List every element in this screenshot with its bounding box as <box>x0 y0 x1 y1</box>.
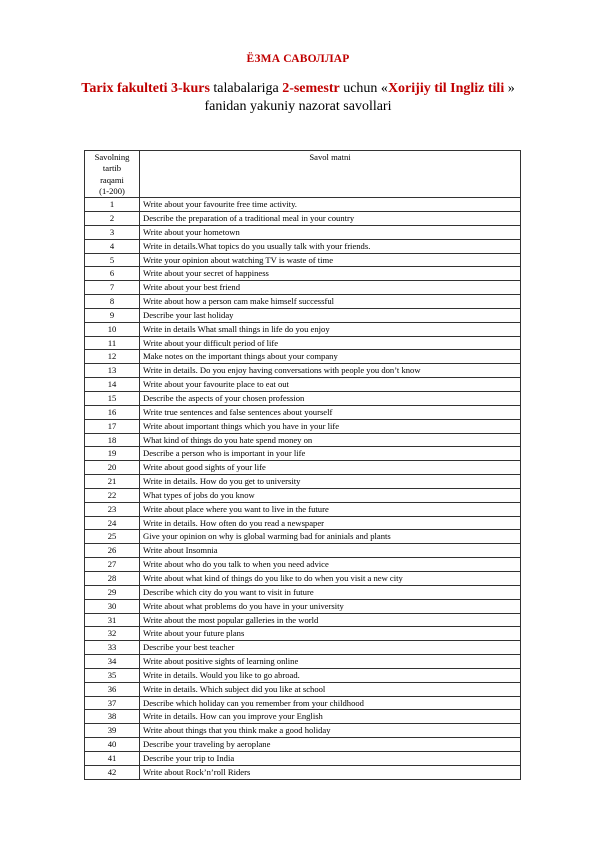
question-number: 32 <box>85 627 140 641</box>
question-number: 28 <box>85 571 140 585</box>
column-header-number-line: tartib <box>102 163 122 174</box>
table-row <box>85 198 521 212</box>
table-row <box>85 571 521 585</box>
question-number: 38 <box>85 710 140 724</box>
question-text: Write about your secret of happiness <box>140 267 521 281</box>
question-text: Describe your last holiday <box>140 308 521 322</box>
question-text: Write about your favourite place to eat out <box>140 378 521 392</box>
subtitle-text-b: uchun « <box>339 81 388 96</box>
question-text: Write your opinion about watching TV is waste of time <box>140 253 521 267</box>
question-number: 25 <box>85 530 140 544</box>
question-number: 7 <box>85 281 140 295</box>
column-header-number-line: (1-200) <box>99 185 125 196</box>
question-number: 22 <box>85 488 140 502</box>
table-row <box>85 627 521 641</box>
table-row <box>85 502 521 516</box>
table-row <box>85 724 521 738</box>
question-number: 29 <box>85 585 140 599</box>
document-subtitle <box>0 80 596 116</box>
question-text: Write in details. Would you like to go abroad. <box>140 668 521 682</box>
table-row <box>85 308 521 322</box>
table-row <box>85 738 521 752</box>
question-text: Describe the preparation of a traditional meal in your country <box>140 212 521 226</box>
question-text: Write about how a person cam make himself successful <box>140 295 521 309</box>
column-header-question: Savol matni <box>140 151 521 198</box>
table-row <box>85 364 521 378</box>
table-row <box>85 668 521 682</box>
question-text: Describe your trip to India <box>140 751 521 765</box>
table-row <box>85 405 521 419</box>
question-text: Write about the most popular galleries in the world <box>140 613 521 627</box>
table-row <box>85 212 521 226</box>
question-number: 2 <box>85 212 140 226</box>
question-number: 1 <box>85 198 140 212</box>
table-row <box>85 585 521 599</box>
question-number: 8 <box>85 295 140 309</box>
table-row <box>85 267 521 281</box>
question-number: 18 <box>85 433 140 447</box>
question-text: Write about who do you talk to when you need advice <box>140 558 521 572</box>
table-row <box>85 655 521 669</box>
question-text: Describe your best teacher <box>140 641 521 655</box>
question-number: 27 <box>85 558 140 572</box>
question-number: 34 <box>85 655 140 669</box>
question-text: Write about Rock’n’roll Riders <box>140 765 521 779</box>
question-text: Write about what kind of things do you like to do when you visit a new city <box>140 571 521 585</box>
question-number: 41 <box>85 751 140 765</box>
table-row <box>85 530 521 544</box>
question-number: 3 <box>85 225 140 239</box>
subject-name: Xorijiy til Ingliz tili <box>387 81 505 96</box>
column-header-number <box>85 151 140 198</box>
question-number: 12 <box>85 350 140 364</box>
subtitle-text-a: talabalariga <box>209 81 283 96</box>
question-number: 23 <box>85 502 140 516</box>
table-row <box>85 295 521 309</box>
table-row <box>85 322 521 336</box>
question-text: Write about your difficult period of life <box>140 336 521 350</box>
question-text: Write about your favourite free time activity. <box>140 198 521 212</box>
semester: 2-semestr <box>282 81 340 96</box>
question-text: Describe the aspects of your chosen profession <box>140 392 521 406</box>
question-text: Write about what problems do you have in your university <box>140 599 521 613</box>
question-text: Write about your best friend <box>140 281 521 295</box>
table-row <box>85 696 521 710</box>
question-text: Give your opinion on why is global warming bad for aninials and plants <box>140 530 521 544</box>
table-row <box>85 475 521 489</box>
table-row <box>85 710 521 724</box>
question-number: 10 <box>85 322 140 336</box>
table-row <box>85 765 521 779</box>
table-row <box>85 419 521 433</box>
question-number: 35 <box>85 668 140 682</box>
question-text: Write in details. Which subject did you like at school <box>140 682 521 696</box>
question-text: Describe a person who is important in your life <box>140 447 521 461</box>
question-text: Write in details. How do you get to university <box>140 475 521 489</box>
table-row <box>85 447 521 461</box>
question-text: Write in details. How can you improve your English <box>140 710 521 724</box>
table-row <box>85 239 521 253</box>
question-number: 19 <box>85 447 140 461</box>
question-number: 21 <box>85 475 140 489</box>
table-row <box>85 281 521 295</box>
table-row <box>85 225 521 239</box>
table-row <box>85 558 521 572</box>
question-number: 40 <box>85 738 140 752</box>
question-text: What types of jobs do you know <box>140 488 521 502</box>
question-number: 42 <box>85 765 140 779</box>
question-number: 30 <box>85 599 140 613</box>
table-row <box>85 488 521 502</box>
question-text: What kind of things do you hate spend money on <box>140 433 521 447</box>
question-text: Describe which city do you want to visit in future <box>140 585 521 599</box>
table-row <box>85 613 521 627</box>
question-text: Write about Insomnia <box>140 544 521 558</box>
table-row <box>85 336 521 350</box>
question-text: Write about important things which you have in your life <box>140 419 521 433</box>
question-text: Write about positive sights of learning online <box>140 655 521 669</box>
question-number: 6 <box>85 267 140 281</box>
question-number: 17 <box>85 419 140 433</box>
table-row <box>85 751 521 765</box>
table-row <box>85 461 521 475</box>
table-row <box>85 253 521 267</box>
question-text: Write about things that you think make a good holiday <box>140 724 521 738</box>
table-body <box>85 198 521 779</box>
question-text: Write about good sights of your life <box>140 461 521 475</box>
question-text: Write true sentences and false sentences about yourself <box>140 405 521 419</box>
question-text: Write in details.What topics do you usually talk with your friends. <box>140 239 521 253</box>
column-header-number-line: Savolning <box>94 152 130 162</box>
question-number: 31 <box>85 613 140 627</box>
question-number: 16 <box>85 405 140 419</box>
question-number: 15 <box>85 392 140 406</box>
question-number: 5 <box>85 253 140 267</box>
question-number: 33 <box>85 641 140 655</box>
subtitle-text-c: » <box>504 81 515 96</box>
question-number: 20 <box>85 461 140 475</box>
question-number: 13 <box>85 364 140 378</box>
table-row <box>85 641 521 655</box>
table-row <box>85 433 521 447</box>
question-number: 39 <box>85 724 140 738</box>
faculty-course: Tarix fakulteti 3-kurs <box>81 81 210 96</box>
question-text: Write in details What small things in life do you enjoy <box>140 322 521 336</box>
question-text: Make notes on the important things about your company <box>140 350 521 364</box>
question-text: Write about your future plans <box>140 627 521 641</box>
table-row <box>85 392 521 406</box>
question-number: 11 <box>85 336 140 350</box>
question-text: Describe which holiday can you remember from your childhood <box>140 696 521 710</box>
question-text: Write about your hometown <box>140 225 521 239</box>
questions-table <box>84 150 521 780</box>
question-text: Describe your traveling by aeroplane <box>140 738 521 752</box>
table-row <box>85 350 521 364</box>
table-row <box>85 378 521 392</box>
document-title: ЁЗМА САВОЛЛАР <box>246 53 350 65</box>
subtitle-line-1 <box>0 80 596 98</box>
table-row <box>85 516 521 530</box>
column-header-number-line: raqami <box>100 174 124 185</box>
table-row <box>85 599 521 613</box>
question-number: 26 <box>85 544 140 558</box>
table-row <box>85 544 521 558</box>
question-number: 14 <box>85 378 140 392</box>
subtitle-line-2: fanidan yakuniy nazorat savollari <box>204 99 392 114</box>
question-number: 4 <box>85 239 140 253</box>
question-number: 36 <box>85 682 140 696</box>
question-text: Write in details. How often do you read a newspaper <box>140 516 521 530</box>
table-row <box>85 682 521 696</box>
question-number: 24 <box>85 516 140 530</box>
question-text: Write in details. Do you enjoy having conversations with people you don’t know <box>140 364 521 378</box>
question-number: 37 <box>85 696 140 710</box>
table-header-row <box>85 151 521 198</box>
question-number: 9 <box>85 308 140 322</box>
question-text: Write about place where you want to live in the future <box>140 502 521 516</box>
